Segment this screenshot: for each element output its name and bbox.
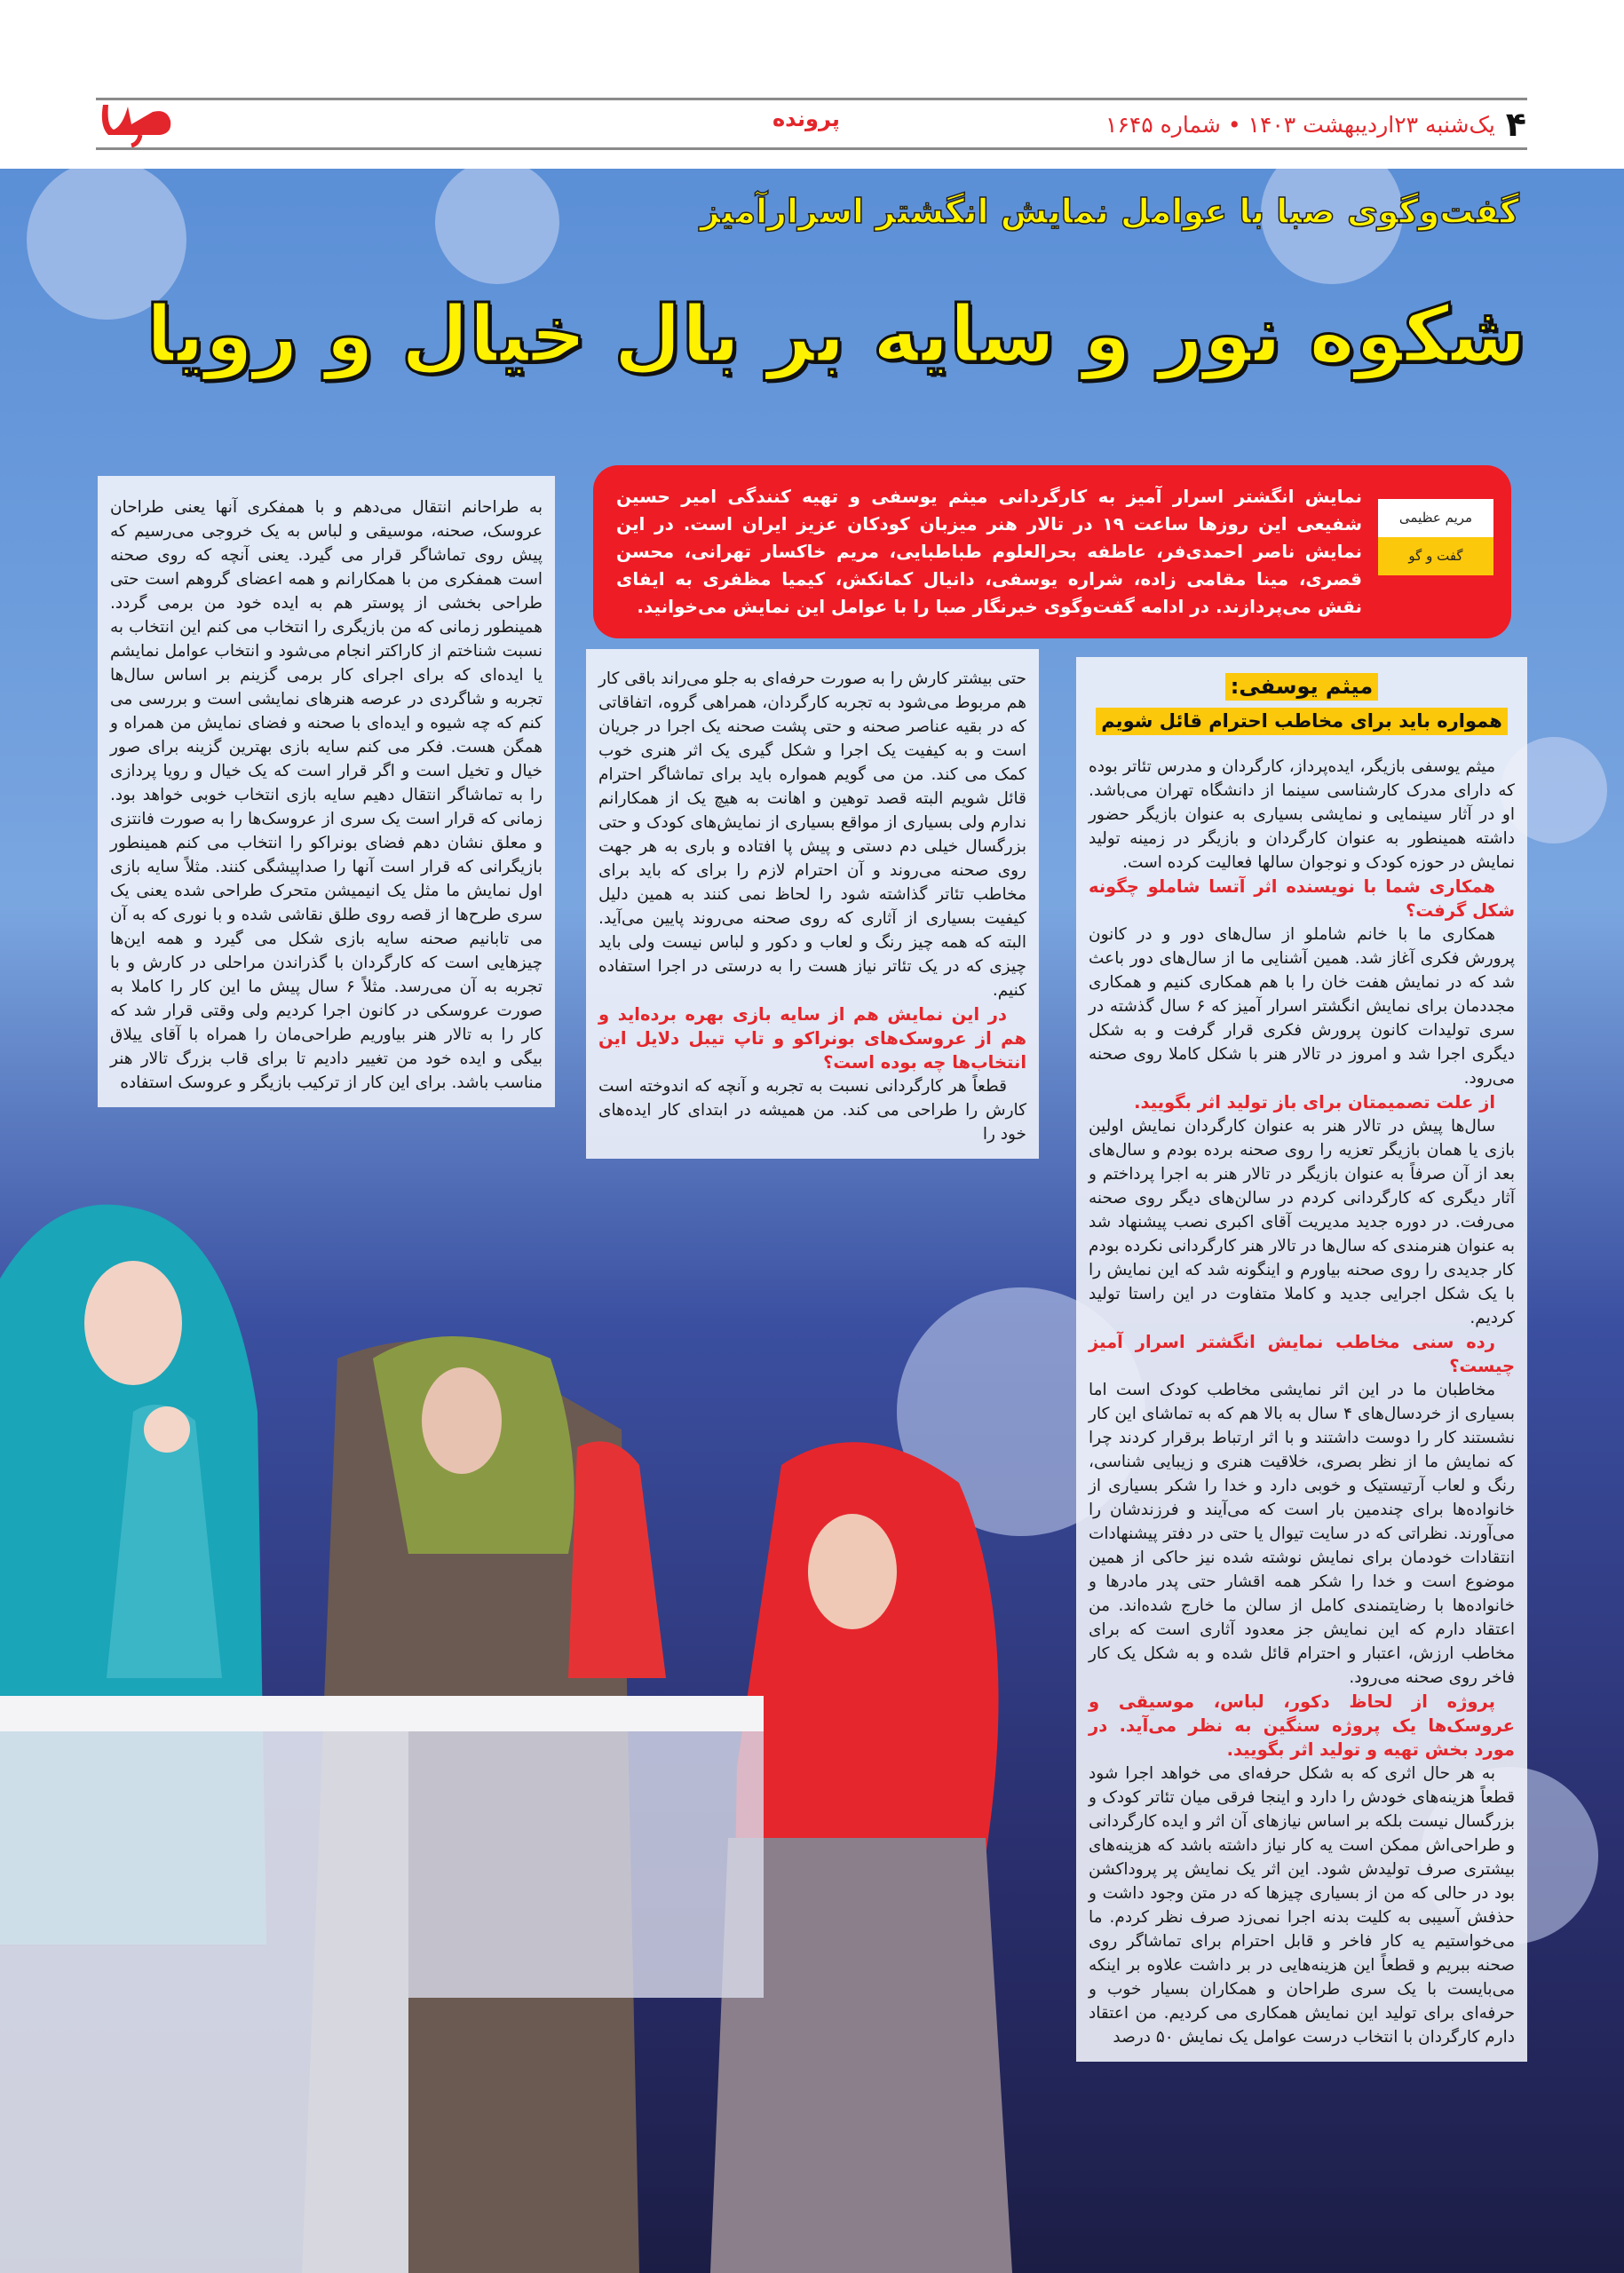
paragraph: به هر حال اثری که به شکل حرفه‌ای می خواهد اجرا شود قطعاً هزینه‌های خودش را دارد و اینجا فرقی میان تئاتر کودک و بزرگسال نیست بلکه بر اساس نیازهای آن اثر و ایده کارگردانی و طراحی‌اش ممکن است یه کار نیاز داشته باشد که هزینه‌های بیشتری صرف تولیدش شود. این اثر یک نمایش پر پروداکشن بود در حالی که من از بسیاری چیزها که در متن وجود داشت و حذفش آسیبی به کلیت بدنه اجرا نمی‌زد صرف نظر کردم. ما می‌خواستیم یه کار فاخر و قابل احترام برای تماشاگر روی صحنه ببریم و قطعاً این هزینه‌هایی در بر داشت علاوه بر اینکه می‌بایست با یک سری طراحان و همکاران بسیار خوب و حرفه‌ای برای تولید این نمایش همکاری می کردیم. من اعتقاد دارم کارگردان با انتخاب درست عوامل یک نمایش ۵۰ درصد [1089,1764,1515,2047]
paragraph: مخاطبان ما در این اثر نمایشی مخاطب کودک است اما بسیاری از خردسال‌های ۴ سال به بالا هم که به تماشای این کار نشستند کار را دوست داشتند و با اثر ارتباط برقرار کردند چرا که نمایش ما از نظر بصری، خلاقیت هنری و زیبایی شناسی، رنگ و لعاب آرتیستیک و خوبی دارد و خدا را شکر بسیاری از خانواده‌ها برای چندمین بار است که می‌آیند و فرزندشان را می‌آورند. نظراتی که در سایت تیوال یا حتی در دفتر پیشنهادات انتقادات خودمان برای نمایش نوشته شده نیز حاکی از همین موضوع است و خدا را شکر همه اقشار حتی پدر مادرها و خانواده‌ها با رضایتمندی کامل از سالن ما خارج شده‌اند. من اعتقاد دارم که این نمایش جز معدود آثاری است که برای مخاطب ارزش، اعتبار و احترام قائل شده و به شکل یک کار فاخر روی صحنه می‌رود. [1089,1381,1515,1687]
issue-date: یک‌شنبه ۲۳اردیبهشت ۱۴۰۳ • شماره ۱۶۴۵ [1105,111,1495,138]
interview-headline: همواره باید برای مخاطب احترام قائل شویم [1096,708,1508,735]
question: پروژه از لحاظ دکور، لباس، موسیقی و عروسک‌ها یک پروژه سنگین به نظر می‌آید. در مورد بخش تهیه و تولید اثر بگویید. [1089,1691,1515,1760]
article-type: گفت و گو [1378,537,1493,575]
paragraph: حتی بیشتر کارش را به صورت حرفه‌ای به جلو می‌راند باقی کار هم مربوط می‌شود به تجربه کارگردان، همراهی گروه، اتفاقاتی که در بقیه عناصر صحنه و حتی پشت صحنه یک اجرا در جریان است و به کیفیت یک اجرا و شکل گیری یک اثر هنری خوب کمک می کند. من می گویم همواره باید برای تماشاگر احترام قائل شویم البته قصد توهین و اهانت به هیچ یک از همکارانم ندارم ولی بسیاری از مواقع بسیاری از نمایش‌های کودک و حتی بزرگسال خیلی دم دستی و پیش پا افتاده و باری به هر جهت روی صحنه می‌روند و آن احترام لازم را برای که باید برای مخاطب تئاتر گذاشته شود را لحاظ نمی کنند به همین دلیل کیفیت بسیاری از آثاری که روی صحنه می‌روند پایین می‌آید. البته که همه چیز رنگ و لعاب و دکور و لباس نیست ولی باید چیزی که در یک تئاتر نیاز هست را به درستی در اجرا استفاده کنیم. [598,669,1026,1000]
paragraph: میثم یوسفی بازیگر، ایده‌پرداز، کارگردان و مدرس تئاتر بوده که دارای مدرک کارشناسی سینما از دانشگاه تهران می‌باشد. او در آثار سینمایی و نمایشی بسیاری به عنوان بازیگر حضور داشته همینطور به عنوان کارگردان و بازیگر در زمینه تولید نمایش در حوزه کودک و نوجوان سالها فعالیت کرده است. [1089,757,1515,872]
interview-heading [1089,669,1515,739]
byline [1378,499,1493,575]
lead-text: نمایش انگشتر اسرار آمیز به کارگردانی میثم یوسفی و تهیه کنندگی امیر حسین شفیعی این روزها ساعت ۱۹ در تالار هنر میزبان کودکان عزیز ایران است. در این نمایش ناصر احمدی‌فر، عاطفه بحرالعلوم طباطبایی، مریم خاکسار تهرانی، محسن قصری، مینا مقامی زاده، شراره یوسفی، دانیال کمانکش، کیمیا مظفری به ایفای نقش می‌پردازند. در ادامه گفت‌وگوی خبرنگار صبا را با عوامل این نمایش می‌خوانید. [616,486,1363,617]
paragraph: همکاری ما با خانم شاملو از سال‌های دور و در کانون پرورش فکری آغاز شد. همین آشنایی ما از سال‌های دور باعث شد که در نمایش هفت خان را با هم همکاری کنیم و همکاری مجددمان برای نمایش انگشتر اسرار آمیز که ۶ سال گذشته در سری تولیدات کانون پرورش فکری قرار گرفت و به شکل دیگری اجرا شد و امروز در تالار هنر با شکل کاملا روی صحنه می‌رود. [1089,925,1515,1088]
header-top-rule [96,98,1527,100]
question: رده سنی مخاطب نمایش انگشتر اسرار آمیز چیست؟ [1089,1332,1515,1376]
page-folio [1105,105,1526,144]
question: از علت تصمیمتان برای باز تولید اثر بگویید. [1134,1092,1495,1113]
section-label: پرونده [772,107,840,131]
saba-logo [96,99,176,147]
lead-box [593,465,1511,638]
article-title: شکوه نور و سایه بر بال خیال و رویا [146,289,1526,380]
interviewee-name: میثم یوسفی: [1225,673,1378,701]
header-bottom-rule [96,147,1527,150]
paragraph: قطعاً هر کارگردانی نسبت به تجربه و آنچه که اندوخته است کارش را طراحی می کند. من همیشه در ابتدای کار ایده‌های خود را [598,1077,1026,1144]
paragraph: سال‌ها پیش در تالار هنر به عنوان کارگردان نمایش اولین بازی یا همان بازیگر تعزیه را روی صحنه برده بودم و سال‌های بعد از آن صرفاً به عنوان بازیگر در تالار هنر به اجرا پرداختم و آثار دیگری که کارگردانی کردم در سالن‌های دیگر روی صحنه می‌رفت. در دوره جدید مدیریت آقای اکبری نصب پیشنهاد شد به عنوان هنرمندی که سال‌ها در تالار هنر کارگردانی نکرده بودم کار جدیدی را روی صحنه بیاورم و اینگونه شد که این نمایش را با یک شکل اجرایی جدید و کاملا متفاوت در این راستا تولید کردیم. [1089,1117,1515,1327]
paragraph: به طراحانم انتقال می‌دهم و با همفکری آنها یعنی طراحان عروسک، صحنه، موسیقی و لباس به یک خروجی می‌رسیم که پیش روی تماشاگر قرار می گیرد. یعنی آنچه که روی صحنه است همفکری من با همکارانم و همه اعضای گروهم است حتی طراحی بخشی از پوستر هم به ایده خود من برمی گردد. همینطور زمانی که من بازیگری را انتخاب می کنم این انتخاب به نسبت شناختم از کاراکتر انجام می‌شود و انتخاب عوامل نمایشم یا ایده‌ای که برای اجرای کار برمی گزینم بر اساس سال‌ها تجربه و شاگردی در عرصه هنرهای نمایشی است و بررسی می کنم که چه شیوه و ایده‌ای با صحنه و فضای نمایش من همراه و همگن هست. فکر می کنم سایه بازی بهترین گزینه برای صور خیال و تخیل است و اگر قرار است که یک خیال و رویا پردازی را به تماشاگر انتقال دهیم سایه بازی انتخاب خوبی خواهد بود. زمانی که قرار است یک سری از عروسک‌ها را به صورت فانتزی و معلق نشان دهم فضای بونراکو را انتخاب می کنم همینطور بازیگرانی که قرار است آنها را صداپیشگی کنند. مثلاً سایه بازی اول نمایش ما مثل یک انیمیشن متحرک طراحی شده یعنی یک سری طرح‌ها از قصه روی طلق نقاشی شده و با نوری که به آن می تابانیم صحنه سایه بازی شکل می گیرد و همه این‌ها چیزهایی است که کارگردان با گذراندن مراحلی در کارش و با تجربه به آن می‌رسد. مثلاً ۶ سال پیش ما این کار را کاملا به صورت عروسکی در کانون اجرا کردیم ولی وقتی قرار شد که کار را به تالار هنر بیاوریم طراحی‌مان را همراه با آقای ییلاق بیگی و ایده خود من تغییر دادیم تا برای قاب بزرگ تالار هنر مناسب باشد. برای این کار از ترکیب بازیگر و عروسک استفاده [110,498,543,1092]
column-middle [586,649,1039,1159]
article-kicker: گفت‌وگوی صبا با عوامل نمایش انگشتر اسرارآمیز [700,192,1519,231]
page-number: ۴ [1505,105,1526,144]
author-name: مریم عظیمی [1378,499,1493,537]
question: در این نمایش هم از سایه بازی بهره برده‌اید و هم از عروسک‌های بونراکو و تاپ تیبل دلایل این انتخاب‌ها چه بوده است؟ [598,1004,1026,1073]
question: همکاری شما با نویسنده اثر آتسا شاملو چگونه شکل گرفت؟ [1089,876,1515,921]
column-left [98,476,555,1107]
column-right [1076,657,1527,2062]
